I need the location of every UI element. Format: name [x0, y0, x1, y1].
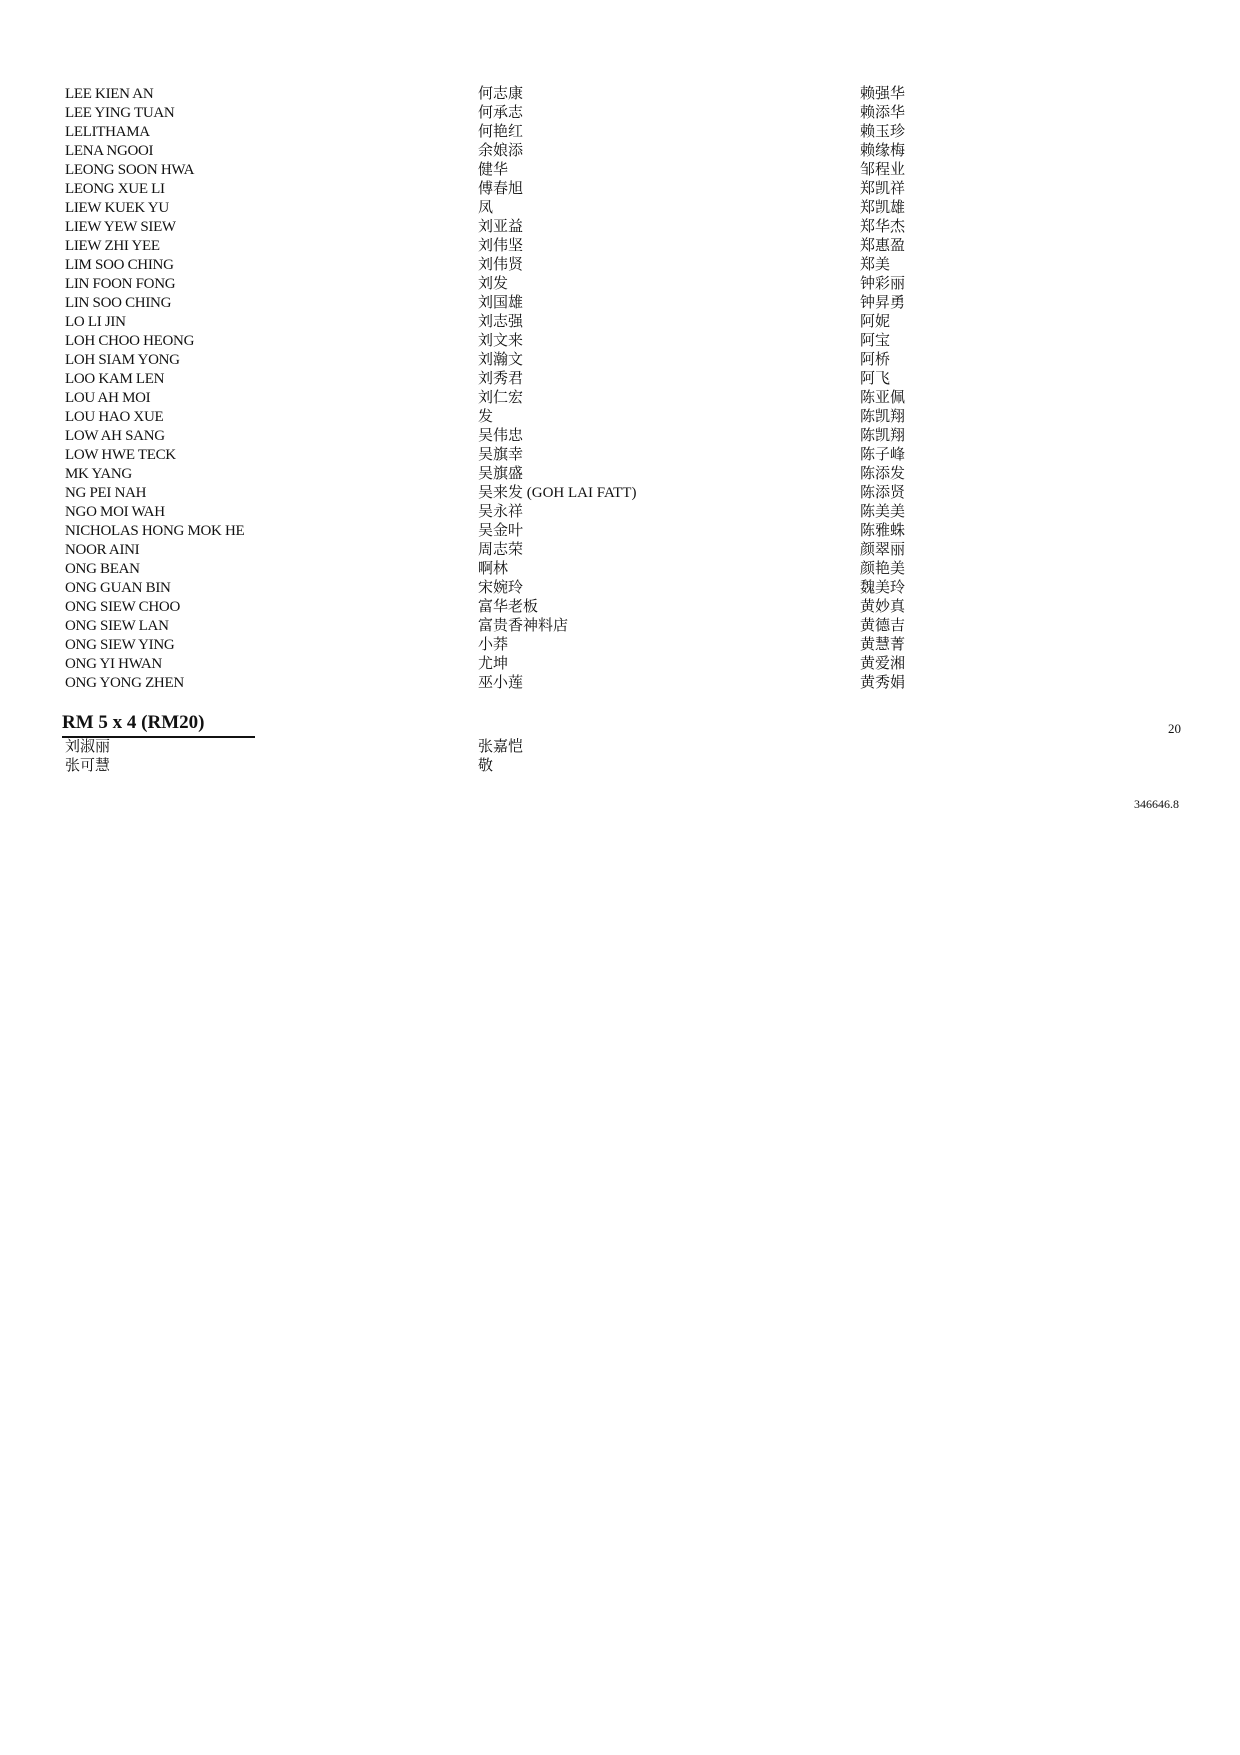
section-title: RM 5 x 4 (RM20): [62, 712, 205, 733]
list-item: ONG SIEW YING: [65, 637, 175, 653]
list-item: 阿桥: [860, 352, 891, 368]
list-item: 张可慧: [65, 758, 111, 774]
list-item: LIM SOO CHING: [65, 257, 174, 273]
list-item: LOH CHOO HEONG: [65, 333, 195, 349]
list-item: 黄德吉: [860, 618, 906, 634]
list-item: 黄妙真: [860, 599, 906, 615]
page-total: 346646.8: [1134, 797, 1179, 811]
list-item: 颜艳美: [860, 561, 906, 577]
list-item: NICHOLAS HONG MOK HE: [65, 523, 245, 539]
list-item: 陈子峰: [860, 447, 906, 463]
list-item: 何承志: [478, 105, 524, 121]
list-item: 陈添发: [860, 466, 906, 482]
list-item: 刘志强: [478, 314, 524, 330]
list-item: LEONG XUE LI: [65, 181, 165, 197]
list-item: 余娘添: [478, 143, 524, 159]
name-column-3: [860, 85, 1160, 693]
list-item: 吴金叶: [478, 523, 524, 539]
list-item: 郑美: [860, 257, 891, 273]
list-item: 刘亚益: [478, 219, 524, 235]
list-item: LEE KIEN AN: [65, 86, 154, 102]
list-item: LOU AH MOI: [65, 390, 151, 406]
list-item: 刘秀君: [478, 371, 524, 387]
list-item: 赖玉珍: [860, 124, 906, 140]
list-item: 宋婉玲: [478, 580, 524, 596]
list-item: 刘淑丽: [65, 739, 111, 755]
section-column-2: [478, 738, 523, 776]
list-item: 阿宝: [860, 333, 891, 349]
list-item: 刘瀚文: [478, 352, 524, 368]
list-item: 赖强华: [860, 86, 906, 102]
list-item: MK YANG: [65, 466, 132, 482]
list-item: 啊林: [478, 561, 509, 577]
list-item: 刘伟贤: [478, 257, 524, 273]
list-item: 邹程业: [860, 162, 906, 178]
list-item: 巫小莲: [478, 675, 524, 691]
list-item: 阿妮: [860, 314, 891, 330]
list-item: 富华老板: [478, 599, 539, 615]
list-item: 魏美玲: [860, 580, 906, 596]
list-item: ONG SIEW LAN: [65, 618, 169, 634]
list-item: 尤坤: [478, 656, 509, 672]
list-item: 陈美美: [860, 504, 906, 520]
list-item: ONG BEAN: [65, 561, 140, 577]
list-item: ONG GUAN BIN: [65, 580, 171, 596]
list-item: LOU HAO XUE: [65, 409, 164, 425]
list-item: LOW HWE TECK: [65, 447, 176, 463]
list-item: NGO MOI WAH: [65, 504, 165, 520]
list-item: 钟彩丽: [860, 276, 906, 292]
list-item: LIEW ZHI YEE: [65, 238, 160, 254]
list-item: 小莽: [478, 637, 509, 653]
list-item: 吴来发 (GOH LAI FATT): [478, 485, 637, 501]
section-column-1: [65, 738, 110, 776]
list-item: 张嘉恺: [478, 739, 524, 755]
list-item: 颜翠丽: [860, 542, 906, 558]
list-item: 黄慧菁: [860, 637, 906, 653]
list-item: LENA NGOOI: [65, 143, 154, 159]
list-item: 赖缘梅: [860, 143, 906, 159]
name-column-2: [478, 85, 838, 693]
list-item: 何艳红: [478, 124, 524, 140]
list-item: 钟昇勇: [860, 295, 906, 311]
list-item: 吴伟忠: [478, 428, 524, 444]
list-item: ONG YONG ZHEN: [65, 675, 184, 691]
list-item: 陈凯翔: [860, 428, 906, 444]
list-item: 敬: [478, 758, 494, 774]
list-item: 刘伟坚: [478, 238, 524, 254]
list-item: 郑凯雄: [860, 200, 906, 216]
list-item: 刘文来: [478, 333, 524, 349]
list-item: LIN SOO CHING: [65, 295, 172, 311]
list-item: LEONG SOON HWA: [65, 162, 195, 178]
section-header: [62, 711, 255, 738]
list-item: 郑凯祥: [860, 181, 906, 197]
list-item: 郑华杰: [860, 219, 906, 235]
list-item: 吴旗幸: [478, 447, 524, 463]
list-item: LOO KAM LEN: [65, 371, 165, 387]
list-item: 刘国雄: [478, 295, 524, 311]
list-item: 刘发: [478, 276, 509, 292]
list-item: 陈亚佩: [860, 390, 906, 406]
list-item: LIEW KUEK YU: [65, 200, 169, 216]
list-item: 凤: [478, 200, 494, 216]
list-item: LO LI JIN: [65, 314, 126, 330]
list-item: 陈添贤: [860, 485, 906, 501]
list-item: 阿飞: [860, 371, 891, 387]
list-item: LEE YING TUAN: [65, 105, 175, 121]
list-item: 周志荣: [478, 542, 524, 558]
list-item: 吴永祥: [478, 504, 524, 520]
list-item: 发: [478, 409, 494, 425]
list-item: 郑惠盈: [860, 238, 906, 254]
list-item: LELITHAMA: [65, 124, 150, 140]
list-item: ONG SIEW CHOO: [65, 599, 180, 615]
list-item: 富贵香神料店: [478, 618, 569, 634]
list-item: 黄爱湘: [860, 656, 906, 672]
list-item: 陈凯翔: [860, 409, 906, 425]
list-item: 傅春旭: [478, 181, 524, 197]
list-item: 健华: [478, 162, 509, 178]
list-item: 赖添华: [860, 105, 906, 121]
list-item: 陈雅蛛: [860, 523, 906, 539]
list-item: NG PEI NAH: [65, 485, 147, 501]
list-item: LIN FOON FONG: [65, 276, 176, 292]
list-item: LOW AH SANG: [65, 428, 165, 444]
name-column-1: [65, 85, 465, 693]
list-item: LOH SIAM YONG: [65, 352, 180, 368]
list-item: NOOR AINI: [65, 542, 140, 558]
list-item: 黄秀娟: [860, 675, 906, 691]
list-item: 何志康: [478, 86, 524, 102]
list-item: 吴旗盛: [478, 466, 524, 482]
list-item: ONG YI HWAN: [65, 656, 162, 672]
list-item: 刘仁宏: [478, 390, 524, 406]
list-item: LIEW YEW SIEW: [65, 219, 176, 235]
section-count: 20: [1168, 721, 1181, 736]
name-columns: [0, 85, 1240, 695]
